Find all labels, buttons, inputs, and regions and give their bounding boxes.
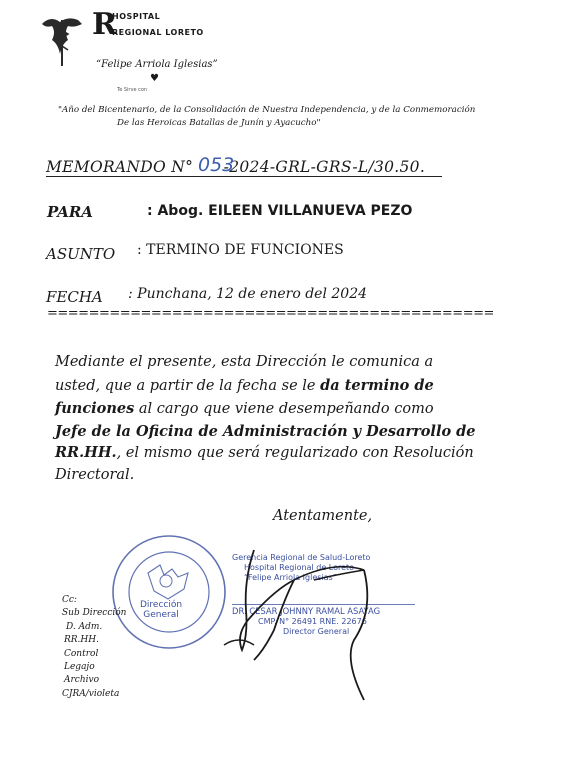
closing: Atentamente, [273, 508, 373, 524]
handwritten-signature [214, 540, 404, 710]
body-line-5-bold: RR.HH. [55, 444, 117, 461]
para-value: : Abog. EILEEN VILLANUEVA PEZO [147, 203, 413, 219]
body-line-3 [55, 400, 434, 417]
memo-title-suffix: -2024-GRL-GRS-L/30.50. [223, 158, 426, 176]
year-motto-line-1: "Año del Bicentenario, de la Consolidación de Nuestra Independencia, y de la Conmemoración [58, 105, 476, 115]
body-line-6: Directoral. [55, 467, 135, 483]
body-line-3-bold: funciones [55, 400, 135, 417]
memo-title-prefix: MEMORANDO N° [46, 158, 194, 176]
memo-title [46, 158, 425, 176]
signatory-name: DR. CESAR JOHNNY RAMAL ASAYAG [232, 606, 381, 616]
signatory-cmp: CMP. N° 26491 RNE. 22676 [258, 617, 367, 626]
body-line-1: Mediante el presente, esta Dirección le comunica a [55, 354, 434, 370]
cc-item: RR.HH. [64, 635, 99, 646]
cc-item: Archivo [64, 675, 100, 686]
fecha-value: : Punchana, 12 de enero del 2024 [128, 286, 368, 302]
signature-org-line-2: Hospital Regional de Loreto [244, 563, 355, 572]
signatory-role: Director General [283, 627, 350, 636]
body-line-2-text: usted, que a partir de la fecha se le [55, 378, 321, 394]
logo-line-1: HOSPITAL [112, 12, 161, 21]
cc-item: CJRA/violeta [62, 688, 120, 699]
cc-label: Cc: [62, 595, 77, 605]
fecha-label: FECHA [46, 288, 103, 306]
body-line-5-text: , el mismo que será regularizado con Resolución [116, 445, 474, 461]
body-line-5 [55, 444, 474, 461]
cc-list [62, 594, 126, 701]
asunto-value: : TERMINO DE FUNCIONES [137, 242, 344, 258]
logo-tagline: Te Sirve con [117, 87, 148, 93]
year-motto-line-2: De las Heroicas Batallas de Junín y Ayacucho" [117, 118, 321, 128]
cc-item: Sub Dirección [62, 608, 127, 619]
memo-title-underline [46, 176, 442, 177]
heart-icon: ♥ [150, 73, 159, 84]
body-line-3-text: al cargo que viene desempeñando como [134, 401, 434, 417]
stamp-center-label [140, 600, 182, 620]
signature-org-line-3: “Felipe Arriola Iglesias” [244, 573, 337, 582]
hospital-emblem-icon [38, 14, 86, 68]
para-label: PARA [47, 203, 93, 221]
body-line-4: Jefe de la Oficina de Administración y Desarrollo de [55, 423, 476, 440]
body-line-2 [55, 377, 434, 394]
cc-item: Legajo [64, 662, 95, 673]
stamp-center-line-2: General [143, 610, 179, 620]
cc-item: D. Adm. [66, 621, 103, 632]
cc-item: Control [64, 648, 99, 659]
body-line-2-bold: da termino de [320, 377, 434, 394]
signature-org-line-1: Gerencia Regional de Salud-Loreto [232, 553, 371, 562]
stamp-center-line-1: Dirección [140, 600, 183, 610]
logo-subtitle: “Felipe Arriola Iglesias” [96, 59, 218, 70]
logo-line-2: REGIONAL LORETO [112, 28, 204, 37]
separator-line: =========================================== [47, 306, 494, 321]
logo-letter: R [92, 7, 117, 42]
asunto-label: ASUNTO [46, 245, 116, 263]
memo-number-handwritten: 053 [198, 154, 235, 176]
